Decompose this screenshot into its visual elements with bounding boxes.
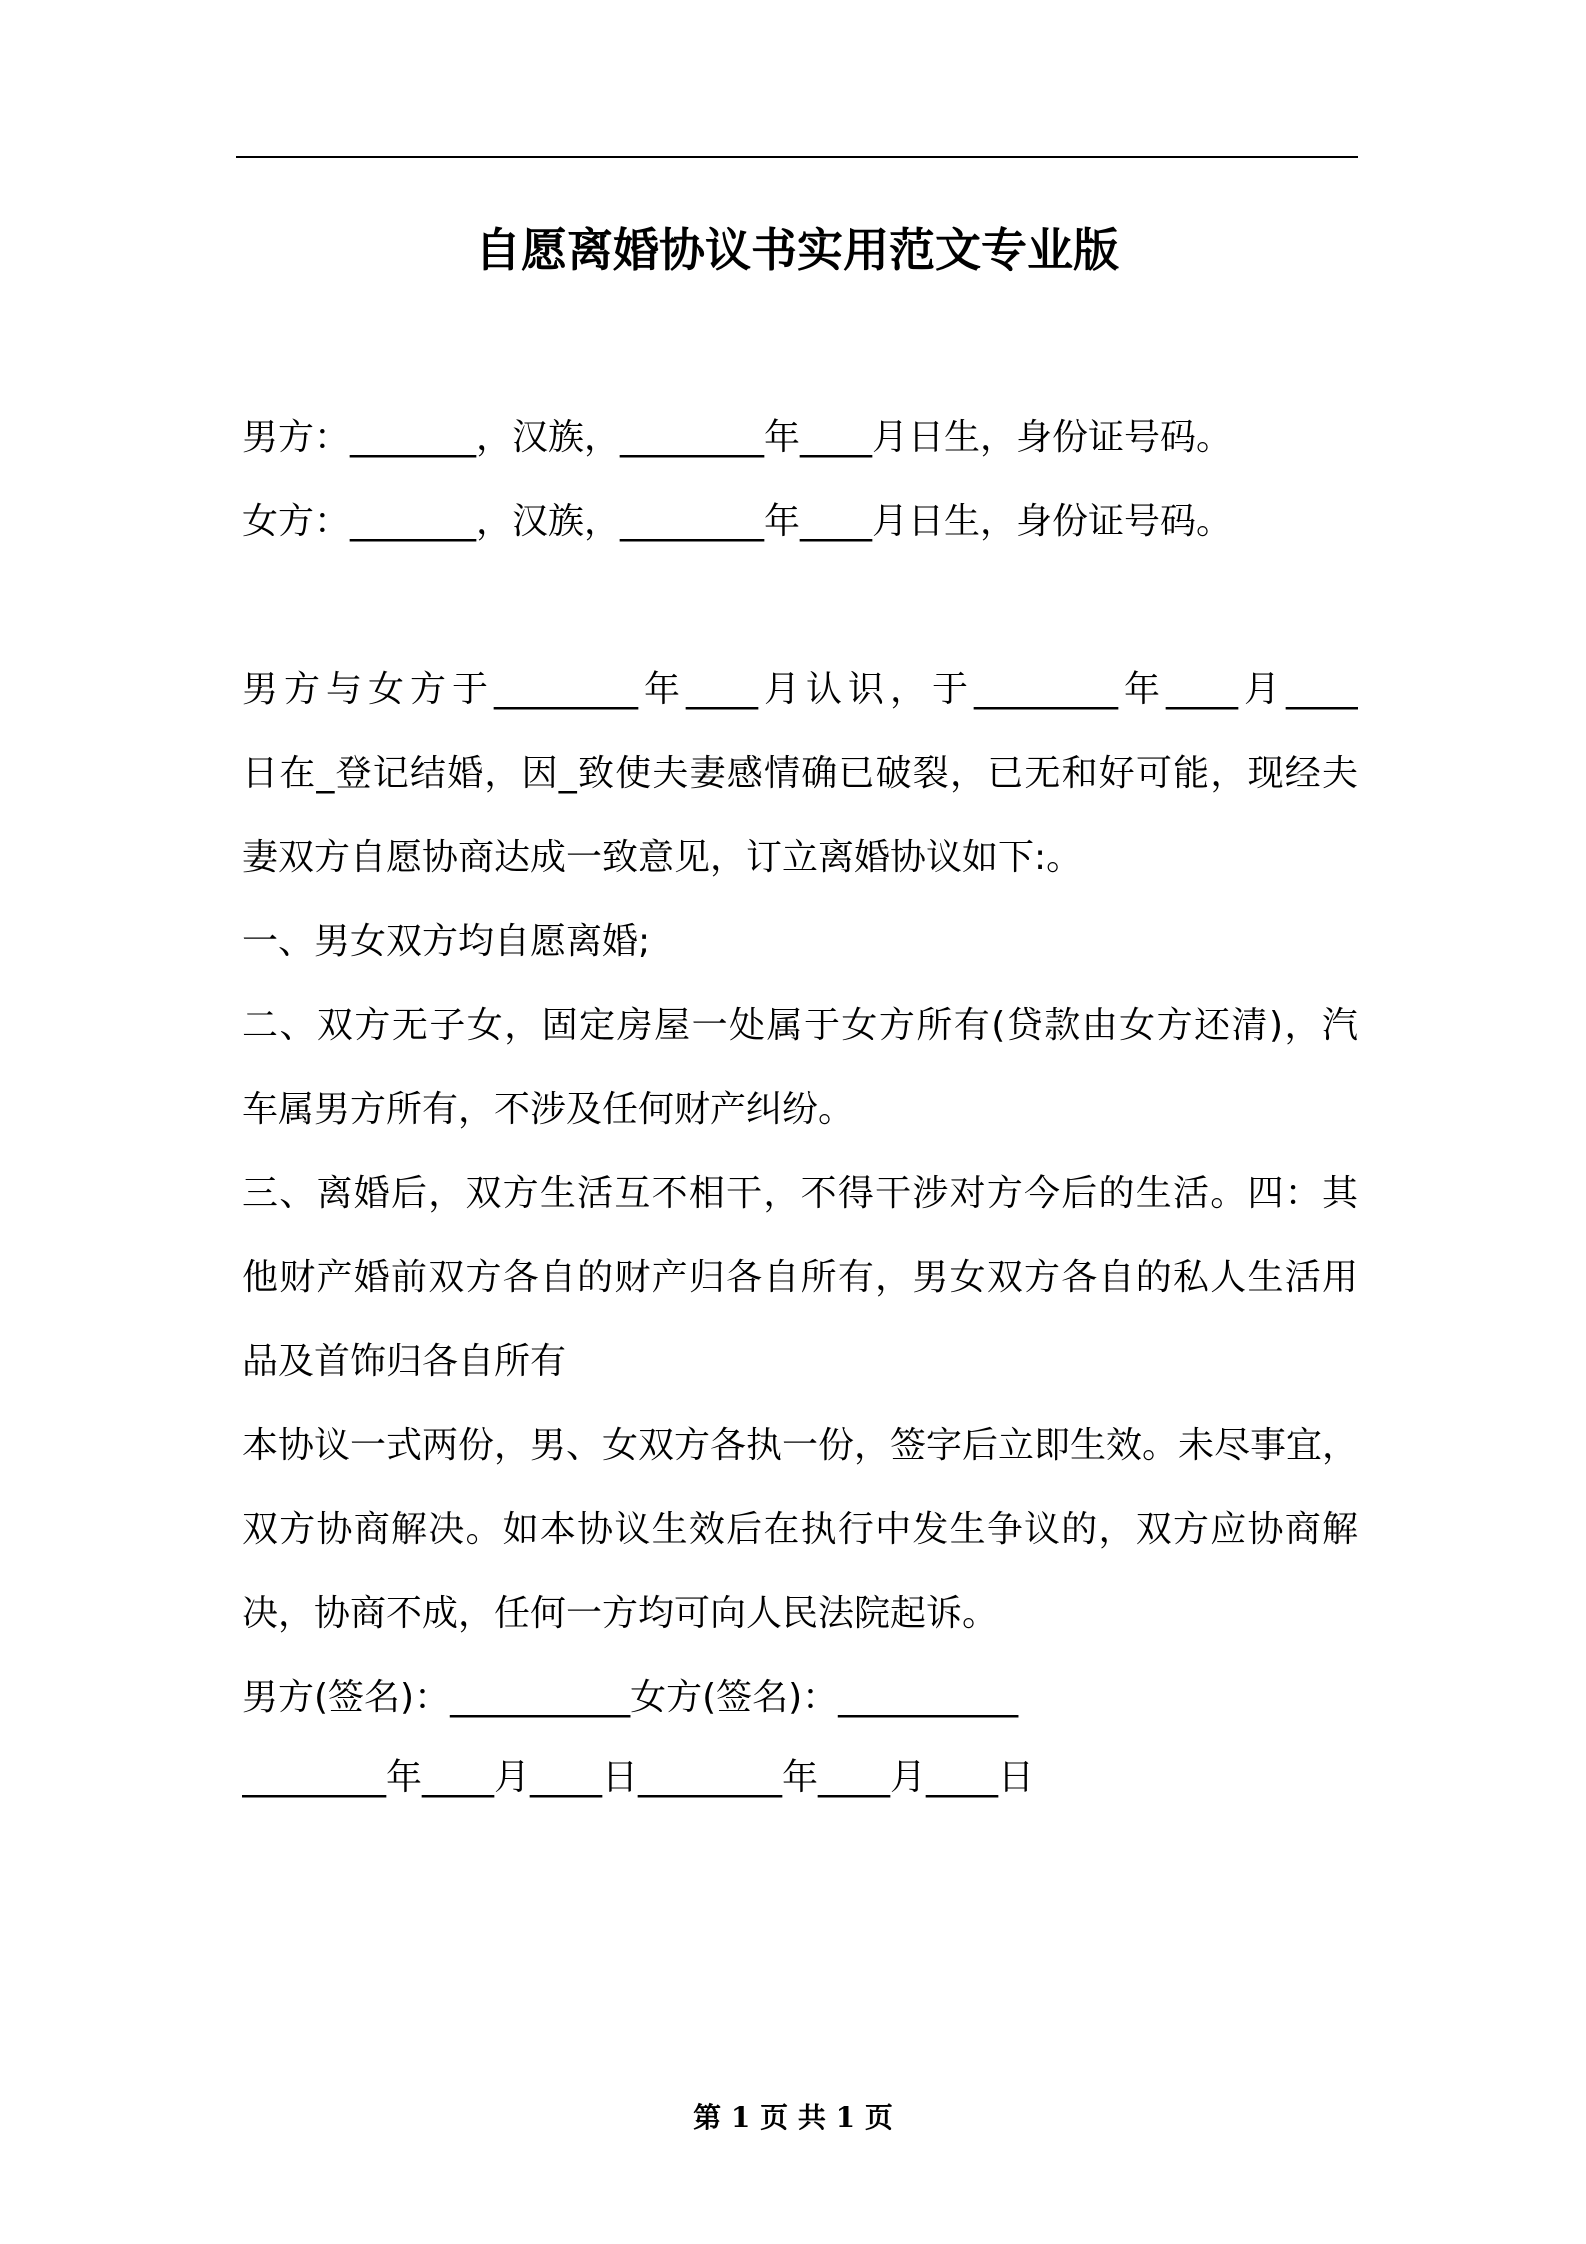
closing-paragraph: 决，协商不成，任何一方均可向人民法院起诉。 — [242, 1593, 999, 1634]
document-title: 自愿离婚协议书实用范文专业版 — [475, 223, 1119, 277]
paragraph-line: 妻双方自愿协商达成一致意见，订立离婚协议如下:。 — [242, 837, 1083, 878]
clause-2-cont: 车属男方所有，不涉及任何财产纠纷。 — [242, 1089, 855, 1130]
page-footer: 第 1 页 共 1 页 — [693, 2101, 893, 2134]
closing-paragraph: 本协议一式两份，男、女双方各执一份，签字后立即生效。未尽事宜， — [242, 1425, 1358, 1466]
clause-3-cont: 他财产婚前双方各自的财产归各自所有，男女双方各自的私人生活用 — [242, 1257, 1358, 1298]
clause-3-cont: 品及首饰归各自所有 — [242, 1341, 567, 1382]
closing-paragraph: 双方协商解决。如本协议生效后在执行中发生争议的，双方应协商解 — [242, 1509, 1358, 1550]
paragraph-line: 日在_登记结婚，因_致使夫妻感情确已破裂，已无和好可能，现经夫 — [242, 753, 1358, 794]
male-party-line: 男方：_______，汉族，________年____月日生，身份证号码。 — [242, 417, 1233, 458]
paragraph-line: 男方与女方于________年____月认识，于________年____月____ — [242, 669, 1358, 710]
clause-1: 一、男女双方均自愿离婚; — [242, 921, 651, 962]
female-party-line: 女方：_______，汉族，________年____月日生，身份证号码。 — [242, 501, 1233, 542]
date-line: ________年____月____日________年____月____日 — [242, 1757, 1034, 1798]
header-rule — [236, 156, 1358, 158]
clause-3: 三、离婚后，双方生活互不相干，不得干涉对方今后的生活。四：其 — [242, 1173, 1358, 1214]
clause-2: 二、双方无子女，固定房屋一处属于女方所有(贷款由女方还清)，汽 — [242, 1005, 1358, 1046]
signature-line: 男方(签名)：__________女方(签名)：__________ — [242, 1677, 1019, 1718]
